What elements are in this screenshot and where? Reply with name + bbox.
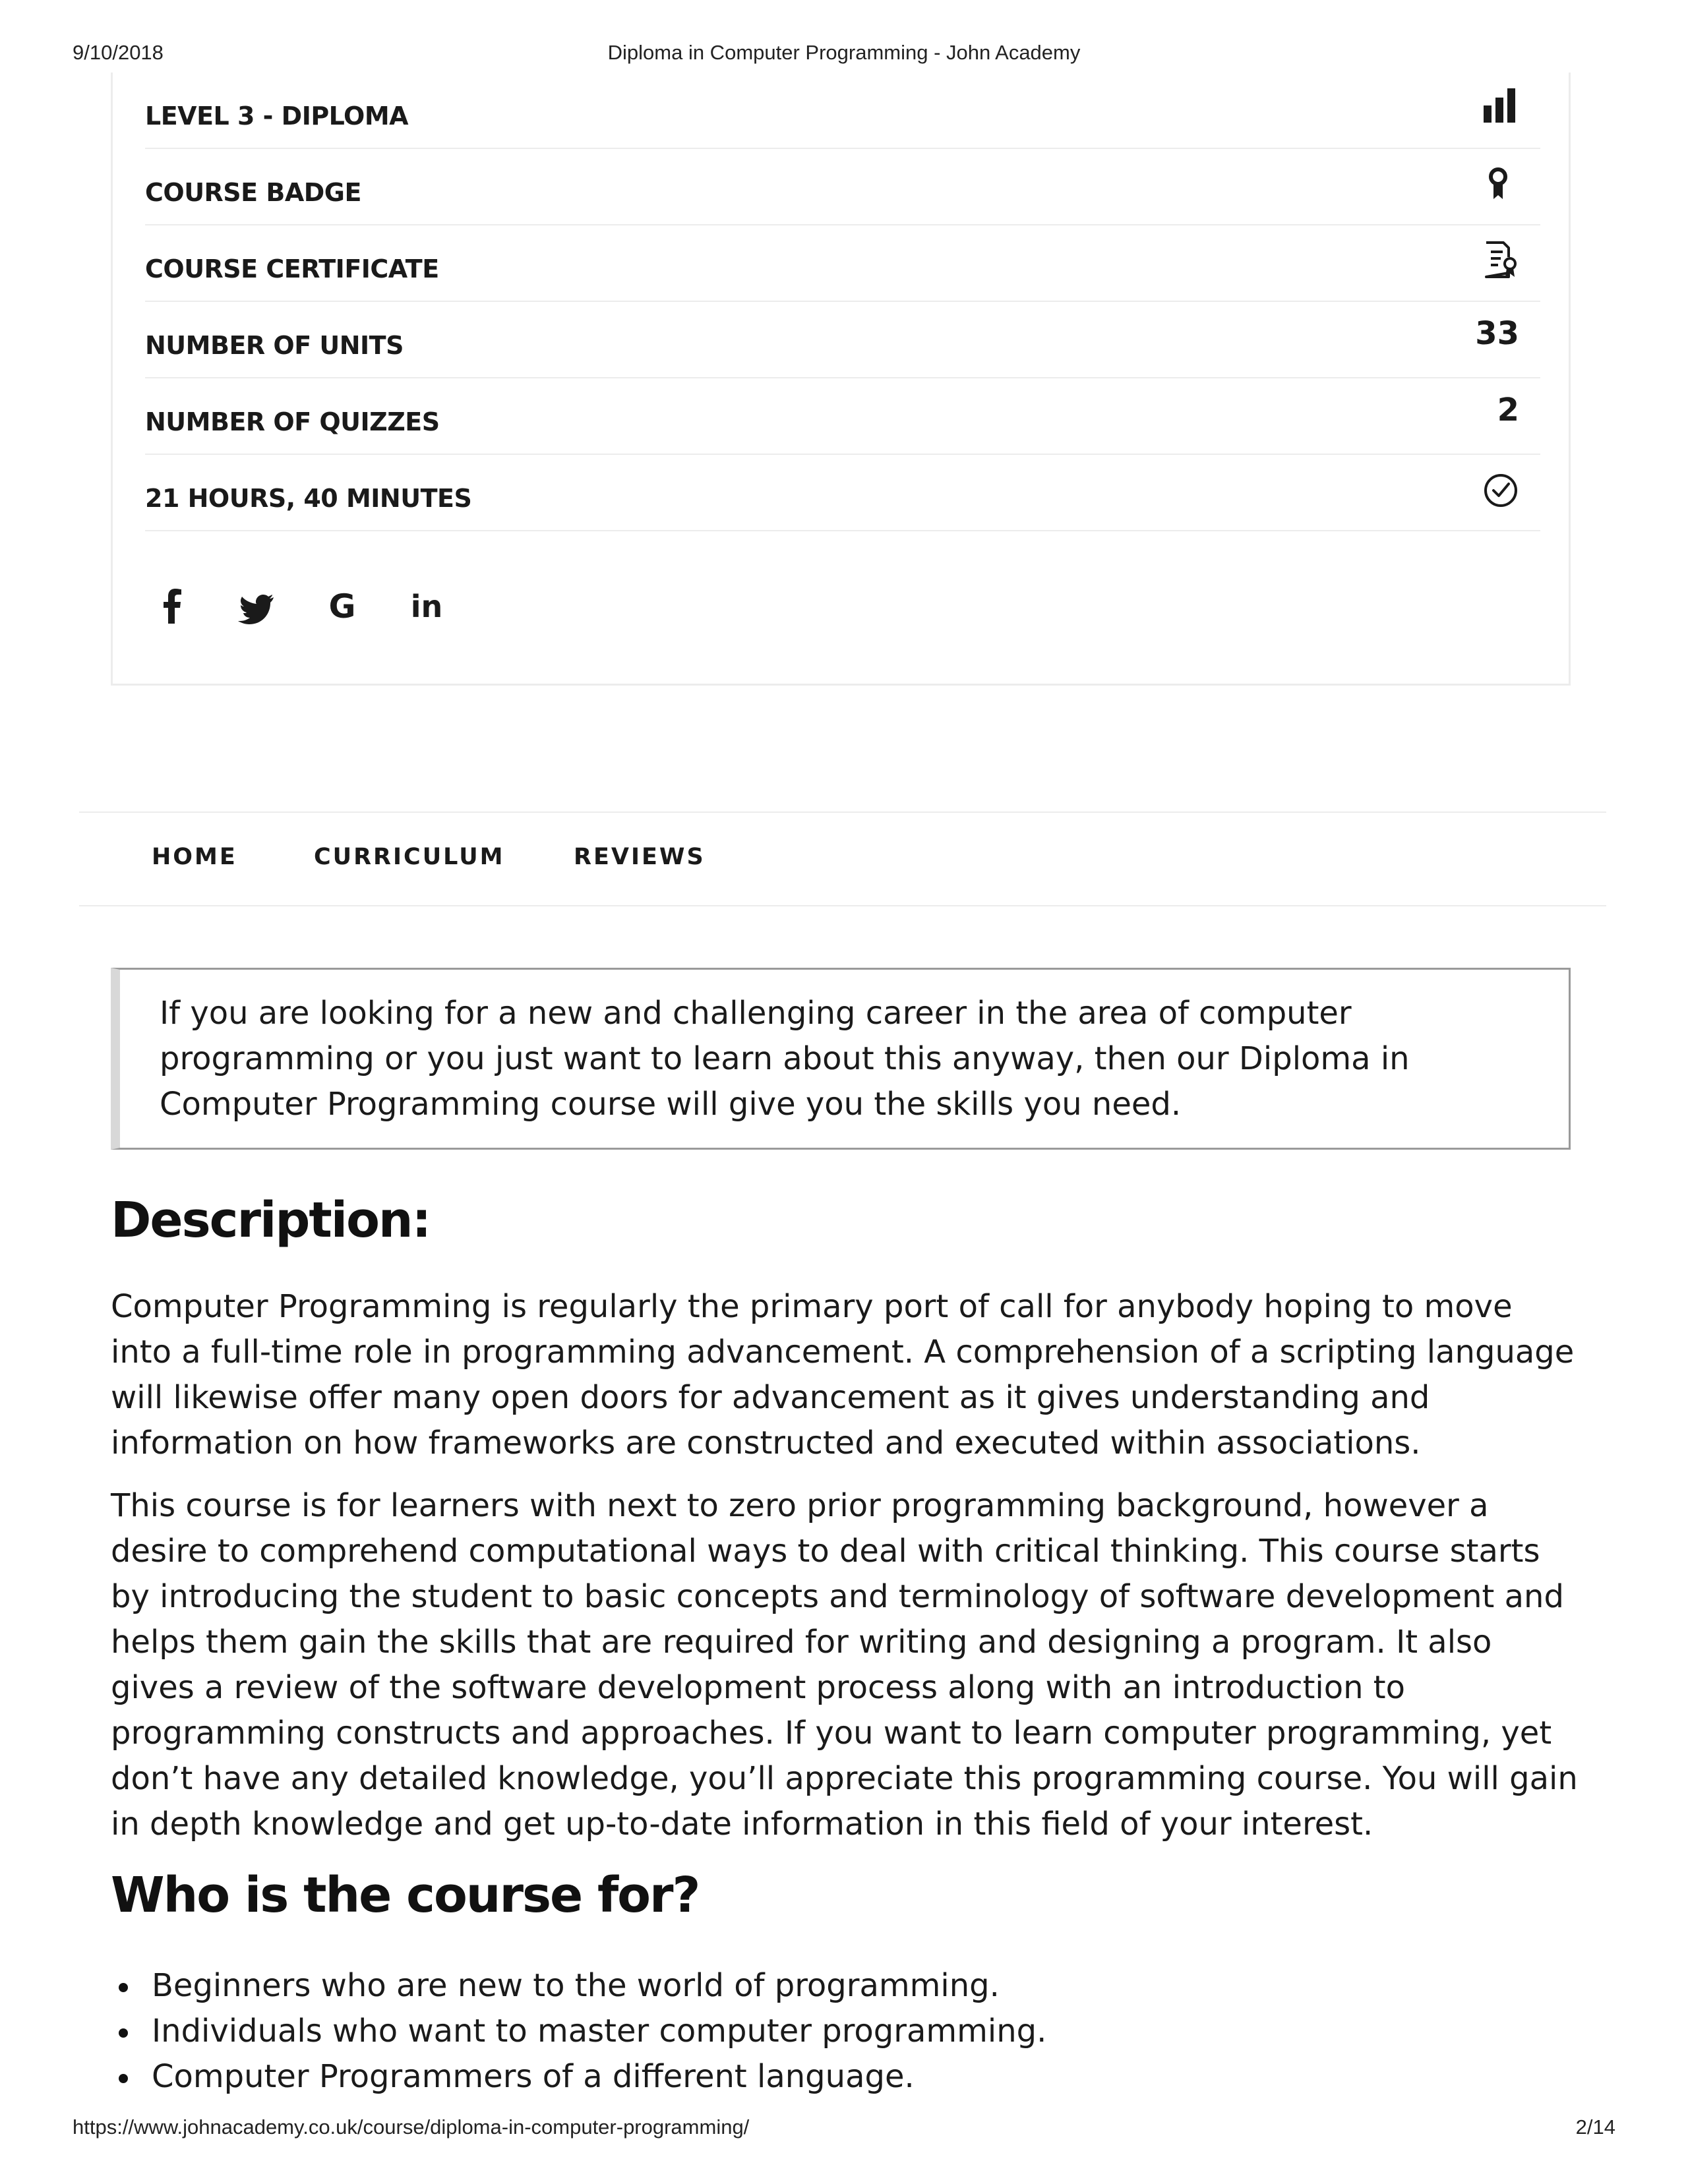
- course-tabs: [79, 812, 1606, 906]
- print-date: 9/10/2018: [73, 41, 164, 64]
- audience-list: [111, 1963, 1581, 2100]
- audience-list-wrap: [111, 1963, 1581, 2100]
- print-header: [73, 41, 1615, 67]
- info-label: NUMBER OF UNITS: [145, 331, 404, 360]
- page-url: https://www.johnacademy.co.uk/course/diploma-in-computer-programming/: [73, 2115, 750, 2139]
- facebook-icon[interactable]: [152, 587, 192, 626]
- intro-blockquote: [111, 968, 1571, 1150]
- description-heading: Description:: [111, 1192, 431, 1249]
- description-section: [111, 1192, 1581, 1249]
- info-label: LEVEL 3 - DIPLOMA: [145, 102, 409, 131]
- info-label: NUMBER OF QUIZZES: [145, 407, 440, 436]
- audience-section: [111, 1867, 1581, 1924]
- quizzes-count: 2: [1497, 392, 1519, 428]
- description-paragraph-1: [111, 1284, 1581, 1466]
- info-label: COURSE CERTIFICATE: [145, 254, 439, 283]
- tab-home[interactable]: HOME: [152, 844, 237, 870]
- audience-heading: Who is the course for?: [111, 1867, 700, 1924]
- tab-curriculum[interactable]: CURRICULUM: [314, 844, 505, 870]
- tab-reviews[interactable]: REVIEWS: [574, 844, 706, 870]
- info-row-certificate: [145, 225, 1540, 302]
- list-item: Beginners who are new to the world of programming.: [111, 1963, 1581, 2009]
- description-paragraph-2: [111, 1483, 1581, 1847]
- info-label: COURSE BADGE: [145, 178, 361, 207]
- document-title: Diploma in Computer Programming - John Academy: [607, 41, 1081, 64]
- info-row-units: [145, 302, 1540, 378]
- info-row-level: [145, 73, 1540, 149]
- certificate-icon: [1481, 240, 1521, 280]
- badge-icon: [1481, 163, 1521, 203]
- page-number: 2/14: [1575, 2115, 1615, 2139]
- info-row-quizzes: [145, 378, 1540, 455]
- info-label: 21 HOURS, 40 MINUTES: [145, 484, 472, 513]
- list-item: Computer Programmers of a different language.: [111, 2054, 1581, 2100]
- course-info-card: [111, 73, 1571, 686]
- units-count: 33: [1475, 315, 1519, 352]
- clock-check-icon: [1481, 469, 1521, 509]
- twitter-icon[interactable]: [238, 587, 278, 626]
- info-row-duration: [145, 455, 1540, 531]
- bar-chart-icon: [1481, 87, 1521, 127]
- print-footer: [73, 2115, 1615, 2142]
- info-row-badge: [145, 149, 1540, 225]
- description-text: This course is for learners with next to zero prior programming background, however a desire to comprehend computational ways to deal with critical thinking. This course starts by introducing the student to basic concepts and terminology of software development and helps them gain the skills that are required for writing and designing a program. It also gives a review of the software development process along with an introduction to programming constructs and approaches. If you want to learn computer programming, yet don’t have any detailed knowledge, you’ll appreciate this programming course. You will gain in depth knowledge and get up-to-date information in this field of your interest.: [111, 1487, 1578, 1843]
- linkedin-icon[interactable]: in: [410, 589, 443, 624]
- google-icon[interactable]: G: [328, 587, 356, 626]
- description-text: Computer Programming is regularly the primary port of call for anybody hoping to move into a full-time role in programming advancement. A comprehension of a scripting language will likewise offer many open doors for advancement as it gives understanding and information on how frameworks are constructed and executed within associations.: [111, 1288, 1575, 1461]
- intro-text: If you are looking for a new and challenging career in the area of computer programming or you just want to learn about this anyway, then our Diploma in Computer Programming course will give you the skills you need.: [160, 995, 1410, 1123]
- list-item: Individuals who want to master computer programming.: [111, 2009, 1581, 2054]
